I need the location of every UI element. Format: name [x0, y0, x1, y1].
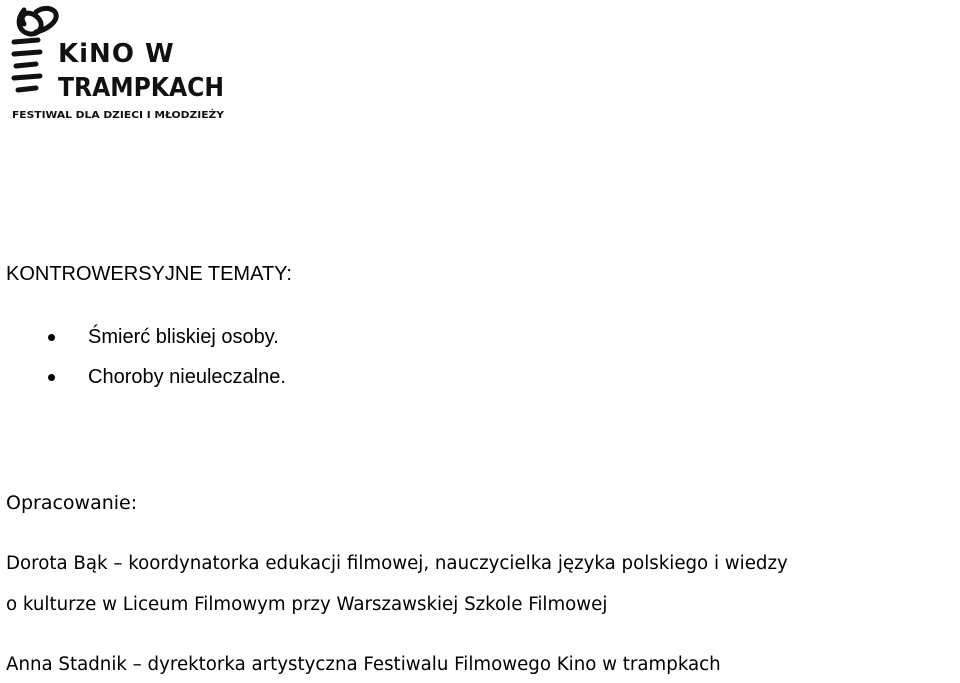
credit-entry-line: Dorota Bąk – koordynatorka edukacji filmowej, nauczycielka języka polskiego i wiedzy	[6, 553, 788, 574]
logo-title-line1: KiNO W	[58, 39, 175, 69]
logo-graphic	[6, 2, 236, 124]
topic-text: Śmierć bliskiej osoby.	[88, 326, 279, 348]
credits-heading: Opracowanie:	[6, 492, 138, 514]
topic-text: Choroby nieuleczalne.	[88, 366, 286, 388]
festival-logo	[6, 2, 236, 124]
logo-mark-icon	[14, 8, 56, 90]
credit-entry-line: Anna Stadnik – dyrektorka artystyczna Festiwalu Filmowego Kino w trampkach	[6, 654, 721, 675]
credit-entry-line: o kulturze w Liceum Filmowym przy Warszawskiej Szkole Filmowej	[6, 594, 608, 615]
logo-tagline: FESTIWAL DLA DZIECI I MŁODZIEŻY	[12, 110, 211, 121]
topics-heading: KONTROWERSYJNE TEMATY:	[6, 263, 292, 285]
bullet-icon	[48, 334, 55, 341]
logo-title-line2: TRAMPKACH	[58, 73, 224, 103]
bullet-icon	[48, 374, 55, 381]
